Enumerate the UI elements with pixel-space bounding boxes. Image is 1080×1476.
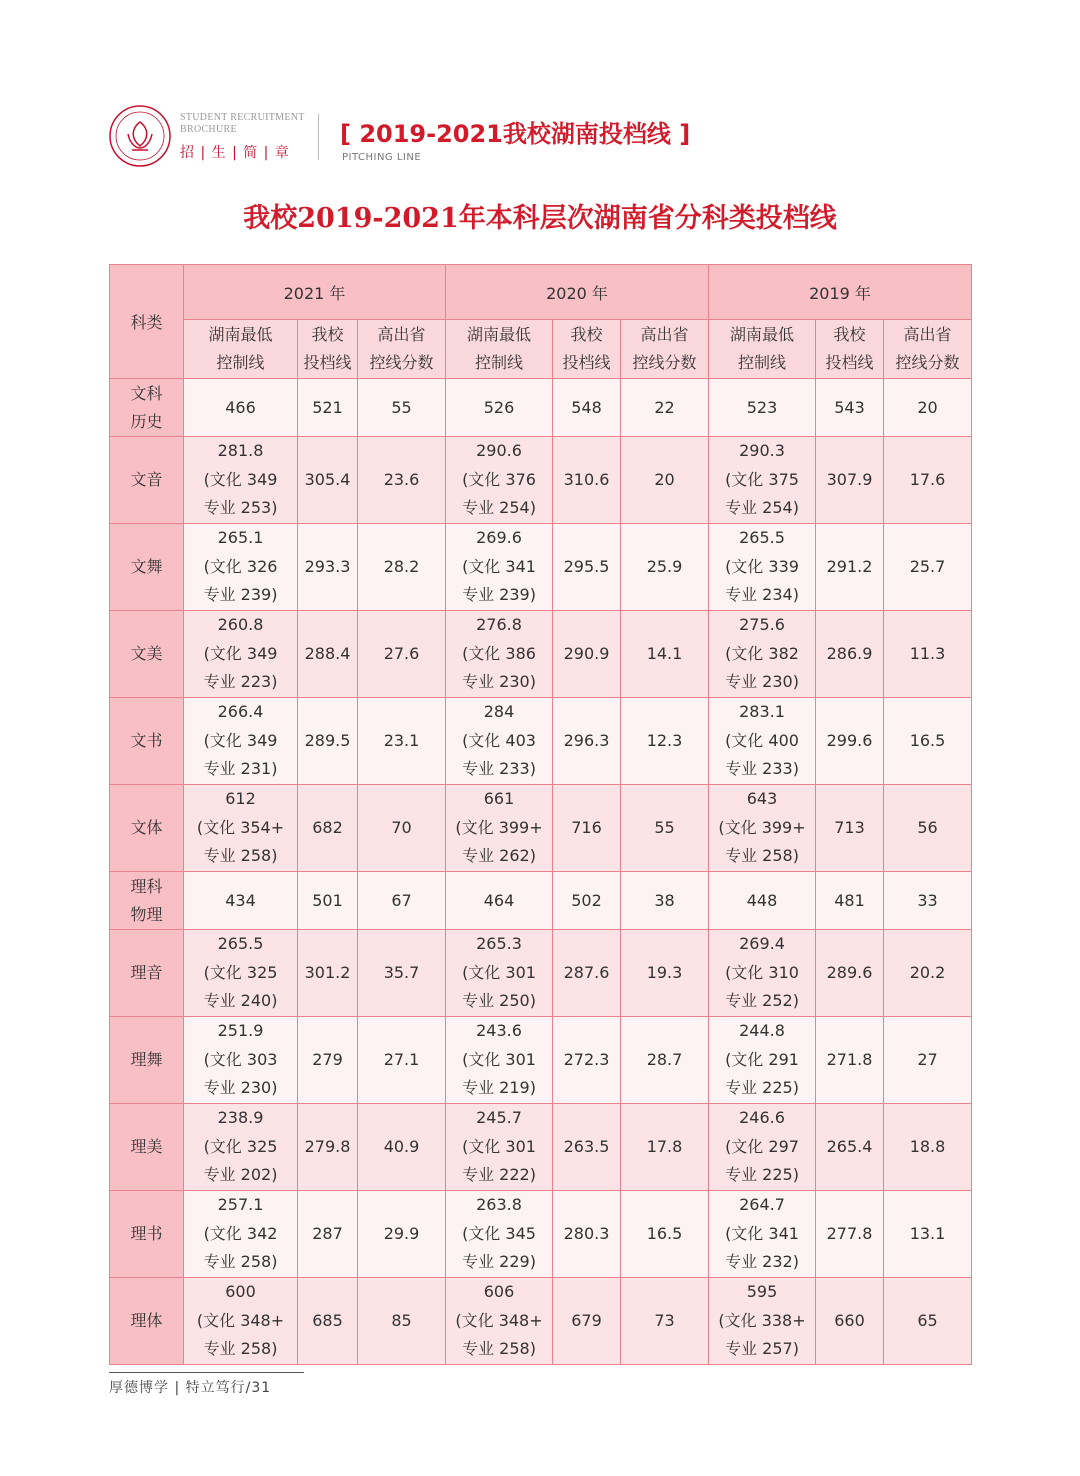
score-cell: 279.8 (298, 1104, 358, 1191)
score-cell: 284 (文化 403 专业 233) (446, 698, 553, 785)
score-cell: 246.6 (文化 297 专业 225) (709, 1104, 816, 1191)
header-school-line: 我校 投档线 (298, 320, 358, 379)
table-row (110, 1278, 972, 1365)
score-cell: 55 (358, 379, 446, 437)
score-cell: 23.1 (358, 698, 446, 785)
table-row (110, 379, 972, 437)
score-cell: 20 (621, 437, 709, 524)
score-cell: 481 (816, 872, 884, 930)
score-cell: 65 (884, 1278, 972, 1365)
page-footer: 厚德博学 | 特立笃行/31 (109, 1372, 304, 1397)
table-row (110, 1017, 972, 1104)
score-cell: 643 (文化 399+ 专业 258) (709, 785, 816, 872)
score-cell: 28.7 (621, 1017, 709, 1104)
score-cell: 13.1 (884, 1191, 972, 1278)
admission-score-table (109, 264, 972, 1365)
score-cell: 272.3 (553, 1017, 621, 1104)
score-cell: 290.3 (文化 375 专业 254) (709, 437, 816, 524)
score-cell: 265.4 (816, 1104, 884, 1191)
table-row (110, 698, 972, 785)
score-cell: 12.3 (621, 698, 709, 785)
score-cell: 16.5 (884, 698, 972, 785)
table-row (110, 1191, 972, 1278)
score-cell: 257.1 (文化 342 专业 258) (184, 1191, 298, 1278)
score-cell: 16.5 (621, 1191, 709, 1278)
header-year-2019: 2019 年 (709, 265, 972, 320)
table-row (110, 785, 972, 872)
score-cell: 286.9 (816, 611, 884, 698)
score-cell: 17.6 (884, 437, 972, 524)
score-cell: 466 (184, 379, 298, 437)
header-above-control: 高出省 控线分数 (358, 320, 446, 379)
score-cell: 287 (298, 1191, 358, 1278)
score-cell: 25.7 (884, 524, 972, 611)
score-cell: 269.6 (文化 341 专业 239) (446, 524, 553, 611)
category-cell: 理舞 (110, 1017, 184, 1104)
score-cell: 263.8 (文化 345 专业 229) (446, 1191, 553, 1278)
score-cell: 660 (816, 1278, 884, 1365)
header-min-control-line: 湖南最低 控制线 (184, 320, 298, 379)
score-cell: 20.2 (884, 930, 972, 1017)
score-cell: 40.9 (358, 1104, 446, 1191)
score-cell: 265.1 (文化 326 专业 239) (184, 524, 298, 611)
score-cell: 67 (358, 872, 446, 930)
score-cell: 661 (文化 399+ 专业 262) (446, 785, 553, 872)
section-title: [ 2019-2021我校湖南投档线 ] (340, 120, 691, 148)
category-cell: 文舞 (110, 524, 184, 611)
school-logo-icon (108, 104, 172, 168)
category-cell: 理音 (110, 930, 184, 1017)
header-min-control-line: 湖南最低 控制线 (446, 320, 553, 379)
score-cell: 27 (884, 1017, 972, 1104)
table-row (110, 437, 972, 524)
score-cell: 501 (298, 872, 358, 930)
table-row (110, 611, 972, 698)
score-cell: 20 (884, 379, 972, 437)
score-cell: 548 (553, 379, 621, 437)
score-cell: 288.4 (298, 611, 358, 698)
table-row (110, 872, 972, 930)
score-cell: 263.5 (553, 1104, 621, 1191)
score-cell: 299.6 (816, 698, 884, 785)
score-cell: 11.3 (884, 611, 972, 698)
score-cell: 277.8 (816, 1191, 884, 1278)
score-cell: 685 (298, 1278, 358, 1365)
brand-chinese: 招 | 生 | 简 | 章 (180, 145, 290, 161)
score-cell: 279 (298, 1017, 358, 1104)
brand-english: STUDENT RECRUITMENT BROCHURE (180, 112, 305, 135)
score-cell: 502 (553, 872, 621, 930)
score-cell: 283.1 (文化 400 专业 233) (709, 698, 816, 785)
score-cell: 296.3 (553, 698, 621, 785)
category-cell: 理体 (110, 1278, 184, 1365)
score-cell: 291.2 (816, 524, 884, 611)
score-cell: 265.5 (文化 339 专业 234) (709, 524, 816, 611)
score-cell: 310.6 (553, 437, 621, 524)
score-cell: 251.9 (文化 303 专业 230) (184, 1017, 298, 1104)
score-cell: 17.8 (621, 1104, 709, 1191)
score-cell: 245.7 (文化 301 专业 222) (446, 1104, 553, 1191)
score-cell: 713 (816, 785, 884, 872)
score-cell: 682 (298, 785, 358, 872)
page-header (108, 100, 808, 170)
score-cell: 85 (358, 1278, 446, 1365)
score-cell: 70 (358, 785, 446, 872)
score-cell: 526 (446, 379, 553, 437)
score-cell: 716 (553, 785, 621, 872)
category-cell: 理书 (110, 1191, 184, 1278)
category-cell: 文音 (110, 437, 184, 524)
score-cell: 269.4 (文化 310 专业 252) (709, 930, 816, 1017)
header-divider (318, 114, 319, 160)
score-cell: 238.9 (文化 325 专业 202) (184, 1104, 298, 1191)
score-cell: 22 (621, 379, 709, 437)
score-cell: 29.9 (358, 1191, 446, 1278)
score-cell: 295.5 (553, 524, 621, 611)
table-row (110, 930, 972, 1017)
score-cell: 293.3 (298, 524, 358, 611)
score-cell: 23.6 (358, 437, 446, 524)
score-cell: 600 (文化 348+ 专业 258) (184, 1278, 298, 1365)
category-cell: 文科 历史 (110, 379, 184, 437)
score-cell: 679 (553, 1278, 621, 1365)
score-cell: 265.5 (文化 325 专业 240) (184, 930, 298, 1017)
score-cell: 14.1 (621, 611, 709, 698)
score-cell: 280.3 (553, 1191, 621, 1278)
score-cell: 244.8 (文化 291 专业 225) (709, 1017, 816, 1104)
score-cell: 276.8 (文化 386 专业 230) (446, 611, 553, 698)
section-subtitle: PITCHING LINE (342, 152, 422, 163)
header-above-control: 高出省 控线分数 (884, 320, 972, 379)
score-cell: 523 (709, 379, 816, 437)
score-cell: 595 (文化 338+ 专业 257) (709, 1278, 816, 1365)
score-cell: 612 (文化 354+ 专业 258) (184, 785, 298, 872)
header-above-control: 高出省 控线分数 (621, 320, 709, 379)
category-cell: 理美 (110, 1104, 184, 1191)
score-cell: 521 (298, 379, 358, 437)
score-cell: 606 (文化 348+ 专业 258) (446, 1278, 553, 1365)
score-cell: 73 (621, 1278, 709, 1365)
score-cell: 260.8 (文化 349 专业 223) (184, 611, 298, 698)
score-cell: 28.2 (358, 524, 446, 611)
score-cell: 265.3 (文化 301 专业 250) (446, 930, 553, 1017)
score-cell: 38 (621, 872, 709, 930)
header-school-line: 我校 投档线 (553, 320, 621, 379)
score-cell: 243.6 (文化 301 专业 219) (446, 1017, 553, 1104)
table-row (110, 524, 972, 611)
score-cell: 18.8 (884, 1104, 972, 1191)
score-cell: 543 (816, 379, 884, 437)
category-cell: 文书 (110, 698, 184, 785)
score-cell: 301.2 (298, 930, 358, 1017)
score-cell: 275.6 (文化 382 专业 230) (709, 611, 816, 698)
category-cell: 文美 (110, 611, 184, 698)
score-cell: 307.9 (816, 437, 884, 524)
score-cell: 271.8 (816, 1017, 884, 1104)
score-cell: 56 (884, 785, 972, 872)
score-cell: 55 (621, 785, 709, 872)
category-cell: 文体 (110, 785, 184, 872)
score-cell: 27.1 (358, 1017, 446, 1104)
header-min-control-line: 湖南最低 控制线 (709, 320, 816, 379)
score-cell: 289.6 (816, 930, 884, 1017)
score-cell: 305.4 (298, 437, 358, 524)
score-cell: 281.8 (文化 349 专业 253) (184, 437, 298, 524)
score-cell: 290.6 (文化 376 专业 254) (446, 437, 553, 524)
header-category: 科类 (110, 265, 184, 379)
score-cell: 25.9 (621, 524, 709, 611)
score-cell: 19.3 (621, 930, 709, 1017)
header-year-2020: 2020 年 (446, 265, 709, 320)
score-cell: 27.6 (358, 611, 446, 698)
score-cell: 464 (446, 872, 553, 930)
score-cell: 287.6 (553, 930, 621, 1017)
header-school-line: 我校 投档线 (816, 320, 884, 379)
score-cell: 264.7 (文化 341 专业 232) (709, 1191, 816, 1278)
score-cell: 434 (184, 872, 298, 930)
table-row (110, 1104, 972, 1191)
score-cell: 290.9 (553, 611, 621, 698)
page-title: 我校2019-2021年本科层次湖南省分科类投档线 (243, 203, 837, 234)
score-cell: 35.7 (358, 930, 446, 1017)
score-cell: 289.5 (298, 698, 358, 785)
category-cell: 理科 物理 (110, 872, 184, 930)
header-year-2021: 2021 年 (184, 265, 446, 320)
score-cell: 266.4 (文化 349 专业 231) (184, 698, 298, 785)
score-cell: 33 (884, 872, 972, 930)
score-cell: 448 (709, 872, 816, 930)
